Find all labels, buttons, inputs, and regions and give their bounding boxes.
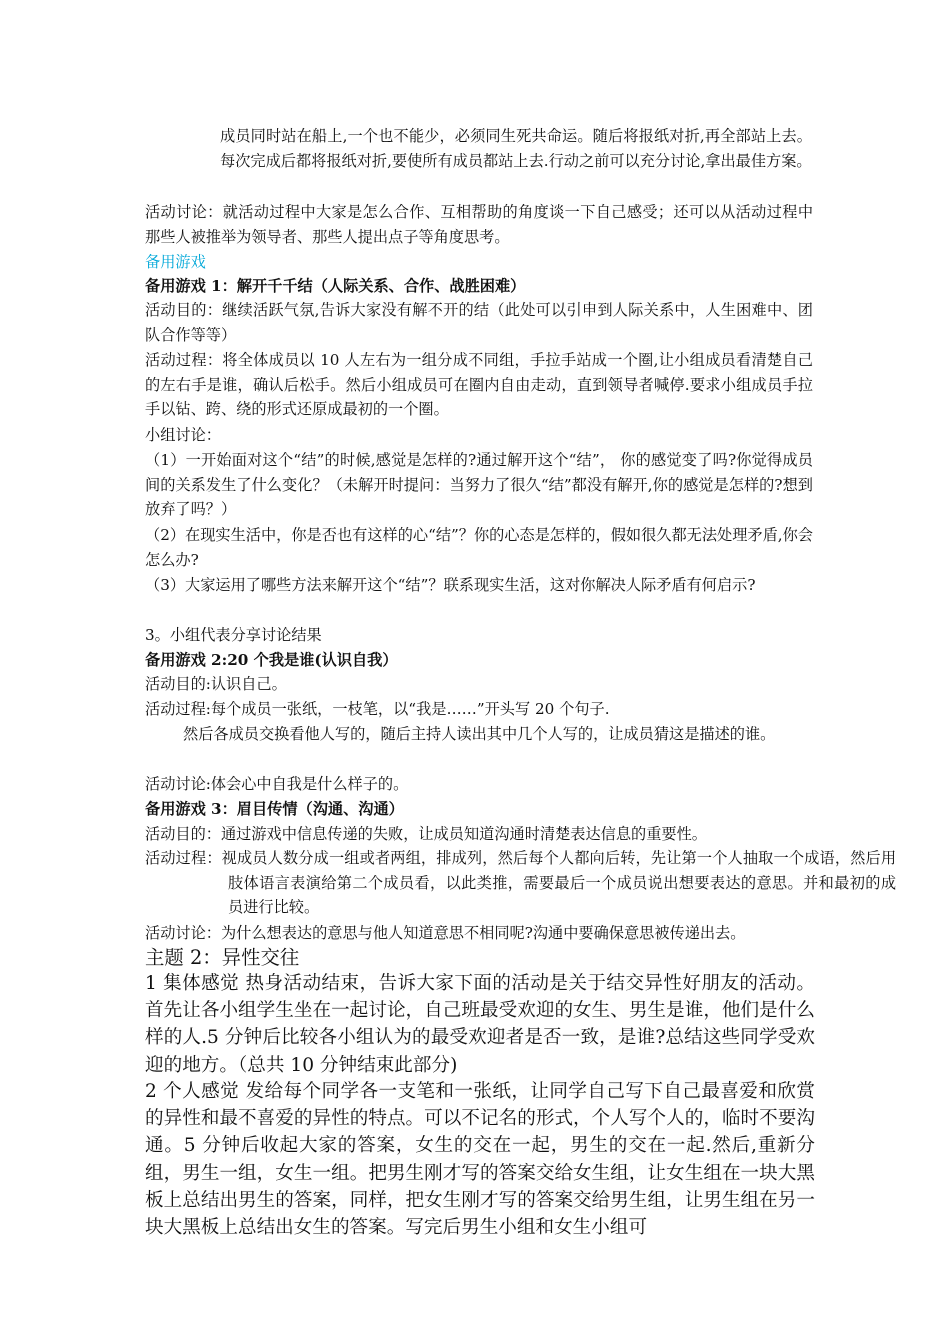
paragraph-group-discussion: 小组讨论： [145, 426, 221, 444]
paragraph-process-1: 活动过程：将全体成员以 10 人左右为一组分成不同组，手拉手站成一个圈,让小组成员看清楚自己的左右手是谁，确认后松手。然后小组成员可在圈内自由走动，直到领导者喊停.要求小组成员手拉手以钻、跨、绕的形式还原成最初的一个圈。 [145, 351, 813, 419]
paragraph-collective-feeling: 1 集体感觉 热身活动结束，告诉大家下面的活动是关于结交异性好朋友的活动。首先让各小组学生坐在一起讨论，自己班最受欢迎的女生、男生是谁，他们是什么样的人.5 分钟后比较各小组认为的最受欢迎者是否一致，是谁?总结这些同学受欢迎的地方。（总共 10 分钟结束此部分) [145, 973, 815, 1076]
paragraph-question-3: （3）大家运用了哪些方法来解开这个“结”？联系现实生活，这对你解决人际矛盾有何启示? [145, 576, 756, 594]
paragraph-discussion-2: 活动讨论:体会心中自我是什么样子的。 [145, 775, 409, 793]
paragraph-continuation: 成员同时站在船上,一个也不能少，必须同生死共命运。随后将报纸对折,再全部站上去。每次完成后都将报纸对折,要使所有成员都站上去.行动之前可以充分讨论,拿出最佳方案。 [220, 127, 812, 170]
paragraph-discussion-1: 活动讨论：就活动过程中大家是怎么合作、互相帮助的角度谈一下自己感受；还可以从活动过程中那些人被推举为领导者、那些人提出点子等角度思考。 [145, 203, 813, 246]
paragraph-goal-3: 活动目的：通过游戏中信息传递的失败，让成员知道沟通时清楚表达信息的重要性。 [145, 825, 707, 843]
heading-backup-game-1: 备用游戏 1：解开千千结（人际关系、合作、战胜困难） [145, 277, 526, 295]
paragraph-process-2: 活动过程:每个成员一张纸，一枝笔，以“我是……”开头写 20 个句子. [145, 700, 610, 718]
paragraph-discussion-3: 活动讨论：为什么想表达的意思与他人知道意思不相同呢?沟通中要确保意思被传递出去。 [145, 924, 746, 942]
paragraph-share-results: 3。小组代表分享讨论结果 [145, 626, 322, 644]
heading-backup-game-2: 备用游戏 2:20 个我是谁(认识自我） [145, 651, 398, 669]
heading-theme-2: 主题 2：异性交往 [145, 946, 300, 969]
heading-backup-game-3: 备用游戏 3：眉目传情（沟通、沟通） [145, 800, 404, 818]
paragraph-question-2: （2）在现实生活中，你是否也有这样的心“结”？你的心态是怎样的，假如很久都无法处理矛盾,你会怎么办? [145, 526, 813, 569]
paragraph-question-1: （1）一开始面对这个“结”的时候,感觉是怎样的?通过解开这个“结”， 你的感觉变了吗?你觉得成员间的关系发生了什么变化？（未解开时提问：当努力了很久“结”都没有解开,你的感觉是怎样的?想到放弃了吗？） [145, 451, 813, 519]
paragraph-goal-1: 活动目的：继续活跃气氛,告诉大家没有解不开的结（此处可以引申到人际关系中，人生困难中、团队合作等等） [145, 301, 813, 344]
paragraph-goal-2: 活动目的:认识自己。 [145, 675, 287, 693]
paragraph-personal-feeling: 2 个人感觉 发给每个同学各一支笔和一张纸，让同学自己写下自己最喜爱和欣赏的异性和最不喜爱的异性的特点。可以不记名的形式，个人写个人的，临时不要沟通。5 分钟后收起大家的答案，女生的交在一起，男生的交在一起.然后,重新分组，男生一组，女生一组。把男生刚才写的答案交给女生组，让女生组在一块大黑板上总结出男生的答案，同样，把女生刚才写的答案交给男生组，让男生组在另一块大黑板上总结出女生的答案。写完后男生小组和女生小组可 [145, 1081, 815, 1239]
section-label-backup-games: 备用游戏 [145, 253, 206, 271]
paragraph-process-3: 活动过程：视成员人数分成一组或者两组，排成列，然后每个人都向后转，先让第一个人抽取一个成语，然后用肢体语言表演给第二个成员看，以此类推，需要最后一个成员说出想要表达的意思。并和最初的成员进行比较。 [145, 849, 896, 917]
paragraph-process-2-continued: 然后各成员交换看他人写的，随后主持人读出其中几个人写的，让成员猜这是描述的谁。 [183, 725, 776, 743]
